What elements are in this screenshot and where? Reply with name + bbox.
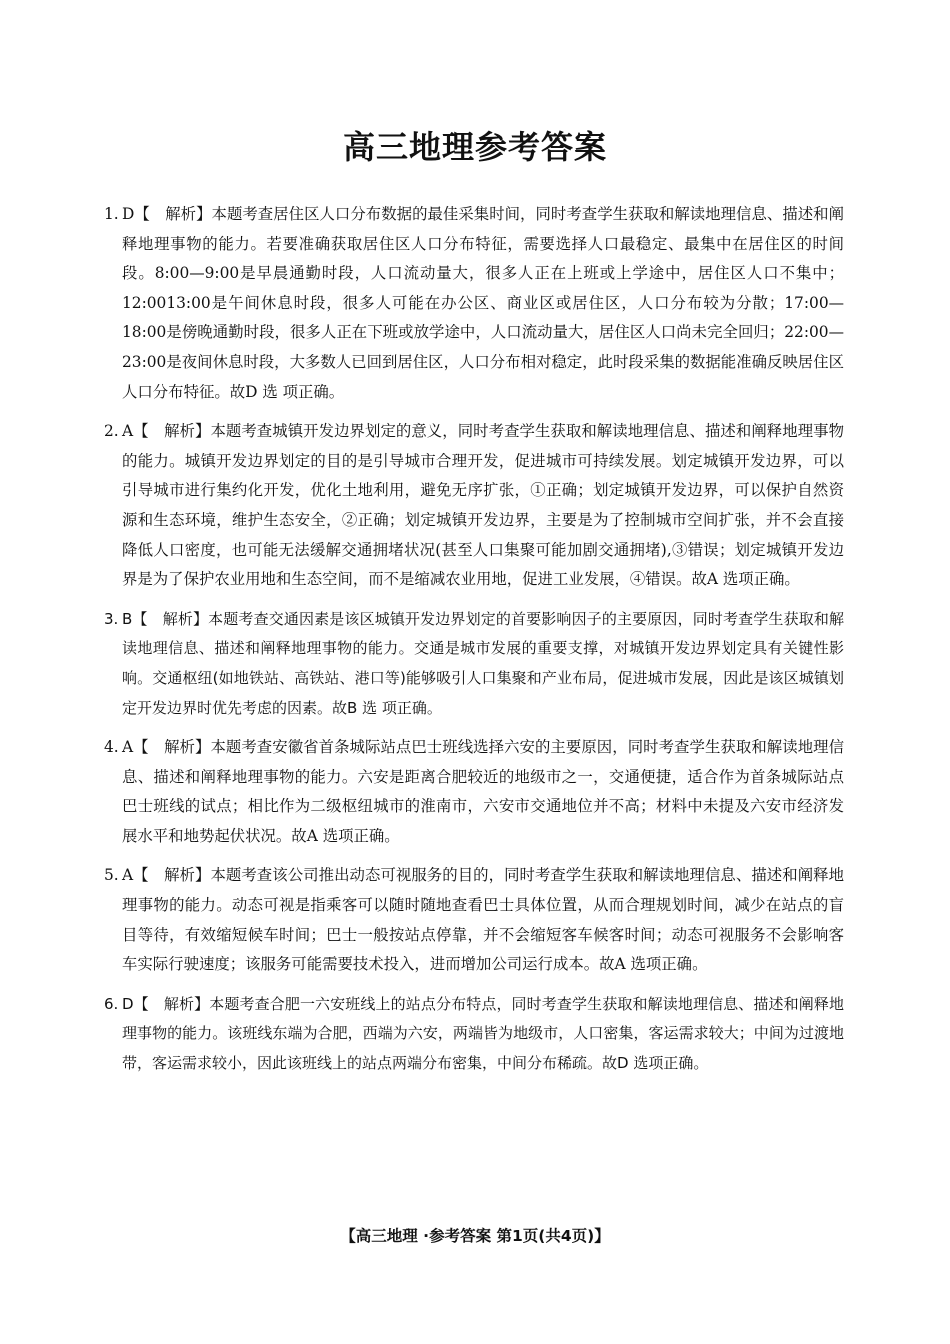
answer-item-6 (104, 990, 844, 1079)
answer-list (104, 200, 844, 1089)
answer-number: 6. (104, 994, 119, 1013)
page-footer: 【高三地理 ·参考答案 第1页(共4页)】 (340, 1227, 610, 1245)
page-title: 高三地理参考答案 (342, 128, 607, 166)
answer-number: 5. (104, 866, 119, 885)
answer-item-2 (104, 417, 844, 595)
answer-item-5 (104, 861, 844, 979)
answer-text: A【 解析】本题考查该公司推出动态可视服务的目的，同时考查学生获取和解读地理信息、描述和阐释地理事物的能力。动态可视是指乘客可以随时随地查看巴士具体位置，从而合理规划时间，减少在站点的盲目等待，有效缩短候车时间；巴士一般按站点停靠，并不会缩短客车候客时间；动态可视服务不会影响客车实际行驶速度；该服务可能需要技术投入，进而增加公司运行成本。故A 选项正确。 (122, 866, 844, 974)
answer-item-1 (104, 200, 844, 407)
answer-number: 2. (104, 422, 119, 441)
answer-number: 3. (104, 609, 119, 628)
answer-item-3 (104, 605, 844, 723)
answer-text: D【 解析】本题考查居住区人口分布数据的最佳采集时间，同时考查学生获取和解读地理信息、描述和阐释地理事物的能力。若要准确获取居住区人口分布特征，需要选择人口最稳定、最集中在居住区的时间段。8:00—9:00是早晨通勤时段，人口流动量大，很多人正在上班或上学途中，居住区人口不集中；12:0013:00是午间休息时段，很多人可能在办公区、商业区或居住区，人口分布较为分散；17:00—18:00是傍晚通勤时段，很多人正在下班或放学途中，人口流动量大，居住区人口尚未完全回归；22:00—23:00是夜间休息时段，大多数人已回到居住区，人口分布相对稳定，此时段采集的数据能准确反映居住区人口分布特征。故D 选 项正确。 (122, 205, 844, 401)
answer-number: 1. (104, 205, 119, 223)
answer-text: A【 解析】本题考查城镇开发边界划定的意义，同时考查学生获取和解读地理信息、描述和阐释地理事物的能力。城镇开发边界划定的目的是引导城市合理开发，促进城市可持续发展。划定城镇开发边界，可以引导城市进行集约化开发，优化土地利用，避免无序扩张，①正确；划定城镇开发边界，可以保护自然资源和生态环境，维护生态安全，②正确；划定城镇开发边界，主要是为了控制城市空间扩张，并不会直接降低人口密度，也可能无法缓解交通拥堵状况(甚至人口集聚可能加剧交通拥堵),③错误；划定城镇开发边界是为了保护农业用地和生态空间，而不是缩减农业用地，促进工业发展，④错误。故A 选项正确。 (122, 422, 844, 589)
answer-text: A【 解析】本题考查安徽省首条城际站点巴士班线选择六安的主要原因，同时考查学生获取和解读地理信息、描述和阐释地理事物的能力。六安是距离合肥较近的地级市之一，交通便捷，适合作为首条城际站点巴士班线的试点；相比作为二级枢纽城市的淮南市，六安市交通地位并不高；材料中未提及六安市经济发展水平和地势起伏状况。故A 选项正确。 (122, 738, 844, 845)
answer-text: D【 解析】本题考查合肥一六安班线上的站点分布特点，同时考查学生获取和解读地理信息、描述和阐释地理事物的能力。该班线东端为合肥，西端为六安，两端皆为地级市，人口密集，客运需求较大；中间为过渡地带，客运需求较小，因此该班线上的站点两端分布密集，中间分布稀疏。故D 选项正确。 (122, 994, 844, 1073)
answer-item-4 (104, 733, 844, 851)
answer-text: B【 解析】本题考查交通因素是该区城镇开发边界划定的首要影响因子的主要原因，同时考查学生获取和解读地理信息、描述和阐释地理事物的能力。交通是城市发展的重要支撑，对城镇开发边界划定具有关键性影响。交通枢纽(如地铁站、高铁站、港口等)能够吸引人口集聚和产业布局，促进城市发展，因此是该区城镇划定开发边界时优先考虑的因素。故B 选 项正确。 (122, 609, 844, 717)
answer-number: 4. (104, 738, 119, 757)
